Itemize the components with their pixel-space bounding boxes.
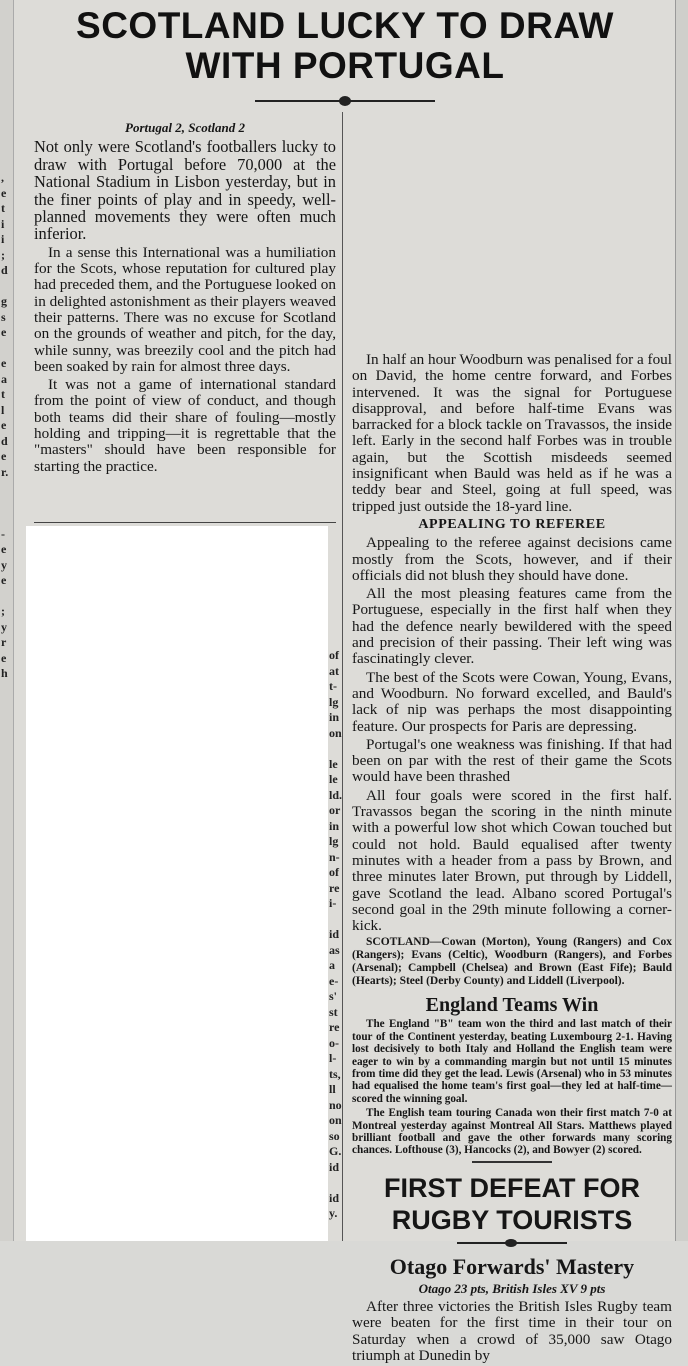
left-fragment-32: h — [1, 666, 8, 680]
mid-fragment-13: n- — [329, 849, 340, 864]
left-fragment-8: g — [1, 294, 7, 308]
left-fragment-16: e — [1, 418, 7, 432]
article-paragraph-9: All four goals were scored in the first half. Travassos began the scoring in the ninth minute with a powerful low shot which Cowan touched but could not hold. Bauld equalised after twenty minutes with a header from a pass by Brown, and three minutes later Brown, put through by Liddell, gave Scotland the lead. Albano scored Portugal's second goal in the 29th minute following a corner-kick. — [352, 786, 672, 935]
scotland-team-list: SCOTLAND—Cowan (Morton), Young (Rangers) and Cox (Rangers); Evans (Celtic), Woodburn (Rangers), and Forbes (Arsenal); Campbell (Chelsea) and Brown (East Fife); Bauld (Hearts); Steel (Derby County) and Liddell (Liverpool). — [352, 936, 672, 988]
crosshead-appealing: APPEALING TO REFEREE — [418, 516, 606, 532]
mid-fragment-23: st — [329, 1004, 338, 1019]
main-headline — [30, 6, 660, 86]
article-paragraph-1: Not only were Scotland's footballers lucky to draw with Portugal before 70,000 at the National Stadium in Lisbon yesterday, but in the finer points of play and in speedy, well-planned movements they were often much inferior. — [34, 137, 336, 244]
article-paragraph-2: In a sense this International was a humiliation for the Scots, whose reputation for cultured play had preceded them, and the Portuguese looked on in delighted astonishment as their players weaved their patterns. There was no excuse for Scotland on the grounds of weather and pitch, for the day, while sunny, was breezily cool and the pitch had been soaked by rain for almost three days. — [34, 243, 336, 375]
mid-fragment-9: ld. — [329, 787, 343, 802]
headline-ornament-rule — [255, 96, 435, 106]
england-paragraph-1: The England "B" team won the third and last match of their tour of the Continent yesterday, beating Luxembourg 2-1. Having lost decisively to both Italy and Holland the English team were eager to win by a commanding margin but not until 15 minutes from time did they get the lead. Lewis (Arsenal) who in 53 minutes had equalised the home team's first goal—they led at half-time—scored the winning goal. — [352, 1018, 672, 1105]
mid-gutter-text-fragments — [329, 648, 343, 1222]
mid-fragment-29: no — [329, 1097, 342, 1112]
left-fragment-12: e — [1, 356, 7, 370]
left-fragment-14: t — [1, 387, 5, 401]
left-fragment-0: , — [1, 170, 4, 184]
mid-fragment-22: s' — [329, 989, 338, 1003]
left-fragment-26: e — [1, 573, 7, 587]
left-fragment-18: e — [1, 449, 7, 463]
left-fragment-10: e — [1, 325, 7, 339]
mid-fragment-8: le — [329, 772, 338, 786]
left-fragment-13: a — [1, 371, 7, 386]
mid-fragment-32: G. — [329, 1144, 342, 1158]
blank-white-area — [26, 526, 328, 1241]
blank-area-top-rule — [34, 522, 336, 523]
rugby-paragraph-1: After three victories the British Isles Rugby team were beaten for the first time in their tour on Saturday when a crowd of 35,000 saw Otago triumph at Dunedin by — [352, 1298, 672, 1365]
mid-fragment-3: lg — [329, 694, 339, 709]
left-fragment-27 — [1, 589, 13, 605]
left-fragment-29: y — [1, 619, 7, 634]
left-fragment-11 — [1, 341, 13, 357]
mid-fragment-0: of — [329, 648, 339, 662]
rugby-subheading: Otago Forwards' Mastery — [389, 1253, 635, 1279]
mid-fragment-7: le — [329, 756, 338, 771]
left-fragment-31: e — [1, 650, 7, 665]
mid-fragment-25: o- — [329, 1035, 339, 1050]
left-fragment-2: t — [1, 201, 5, 215]
right-page-edge — [675, 0, 688, 1241]
article-subhead: Portugal 2, Scotland 2 — [125, 120, 245, 135]
mid-fragment-21: e- — [329, 973, 339, 988]
left-fragment-21 — [1, 496, 13, 512]
mid-fragment-17 — [329, 912, 343, 928]
mid-fragment-4: in — [329, 710, 340, 724]
mid-fragment-12: lg — [329, 834, 339, 848]
rugby-score-line: Otago 23 pts, British Isles XV 9 pts — [418, 1280, 606, 1296]
left-fragment-20 — [1, 480, 13, 496]
rugby-ornament-rule — [457, 1239, 567, 1247]
mid-fragment-36: y. — [329, 1206, 338, 1220]
left-fragment-25: y — [1, 557, 7, 572]
left-fragment-3: i — [1, 216, 5, 231]
left-fragment-1: e — [1, 185, 7, 200]
left-fragment-4: i — [1, 232, 5, 246]
left-fragment-5: ; — [1, 247, 5, 262]
section-divider — [472, 1161, 552, 1163]
headline-line-1: SCOTLAND LUCKY TO DRAW — [76, 5, 614, 46]
left-fragment-22 — [1, 511, 13, 527]
rugby-headline-line-1: FIRST DEFEAT FOR — [384, 1172, 640, 1203]
mid-fragment-35: id — [329, 1190, 340, 1205]
mid-fragment-2: t- — [329, 679, 337, 693]
mid-fragment-27: ts, — [329, 1066, 341, 1081]
mid-fragment-19: as — [329, 942, 340, 957]
mid-fragment-24: re — [329, 1020, 340, 1034]
article-paragraph-8: Portugal's one weakness was finishing. If that had been on par with the rest of their game the Scots would have been thrashed — [352, 735, 672, 786]
left-fragment-30: r — [1, 635, 7, 649]
article-paragraph-7: The best of the Scots were Cowan, Young, Evans, and Woodburn. No forward excelled, and Bauld's lack of nip was perhaps the most disappointing feature. Our prospects for Paris are depressing. — [352, 668, 672, 735]
article-paragraph-5: Appealing to the referee against decisions came mostly from the Scots, however, and if their officials did not blush they should have done. — [352, 534, 672, 584]
mid-fragment-5: on — [329, 725, 342, 740]
mid-fragment-33: id — [329, 1159, 340, 1174]
mid-fragment-15: re — [329, 880, 340, 895]
mid-fragment-20: a — [329, 958, 335, 972]
left-fragment-17: d — [1, 433, 8, 448]
left-fragment-19: r. — [1, 464, 9, 479]
rugby-headline-line-2: RUGBY TOURISTS — [391, 1204, 633, 1235]
england-paragraph-2: The English team touring Canada won their first match 7-0 at Montreal yesterday against Montreal All Stars. Matthews played brilliant football and gave the other forwards many scoring chances. Lofthouse (3), Hancocks (2), and Bowyer (2) scored. — [352, 1107, 672, 1157]
mid-fragment-6 — [329, 741, 343, 757]
left-fragment-6: d — [1, 263, 8, 277]
mid-fragment-14: of — [329, 865, 339, 879]
left-column — [34, 120, 336, 477]
mid-fragment-1: at — [329, 663, 339, 678]
left-fragment-28: ; — [1, 604, 5, 618]
england-heading: England Teams Win — [425, 994, 599, 1017]
left-edge-text-fragments — [1, 170, 13, 682]
mid-fragment-28: ll — [329, 1082, 336, 1096]
mid-fragment-10: or — [329, 803, 341, 817]
left-fragment-15: l — [1, 402, 5, 417]
right-column — [352, 352, 672, 1366]
mid-fragment-18: id — [329, 927, 340, 941]
mid-fragment-34 — [329, 1175, 343, 1191]
mid-fragment-26: l- — [329, 1051, 337, 1065]
mid-fragment-16: i- — [329, 896, 337, 910]
mid-fragment-30: on — [329, 1113, 342, 1127]
article-paragraph-4: In half an hour Woodburn was penalised for a foul on David, the home centre forward, and Forbes intervened. It was the signal for Portuguese disapproval, and before half-time Evans was barracked for a block tackle on Travassos, the inside left. Early in the second half Forbes was in trouble again, but the Scottish misdeeds seemed insignificant when Bauld was held as if he was a teddy bear and Steel, going at full speed, was tripped just outside the 18-yard line. — [352, 351, 672, 515]
left-fragment-7 — [1, 279, 13, 295]
article-paragraph-6: All the most pleasing features came from the Portuguese, especially in the first half when they had the defence nearly bewildered with the speed and precision of their passing. Their left wing was fascinatingly clever. — [352, 585, 672, 668]
headline-line-2: WITH PORTUGAL — [185, 45, 505, 86]
left-fragment-24: e — [1, 542, 7, 556]
article-paragraph-3: It was not a game of international standard from the point of view of conduct, and though both teams did their share of fouling—mostly holding and tripping—it is regrettable that the "masters" should have been responsible for starting the practice. — [34, 376, 336, 475]
mid-fragment-31: so — [329, 1128, 340, 1143]
left-fragment-23: - — [1, 526, 5, 541]
mid-fragment-11: in — [329, 818, 340, 833]
left-fragment-9: s — [1, 309, 6, 324]
